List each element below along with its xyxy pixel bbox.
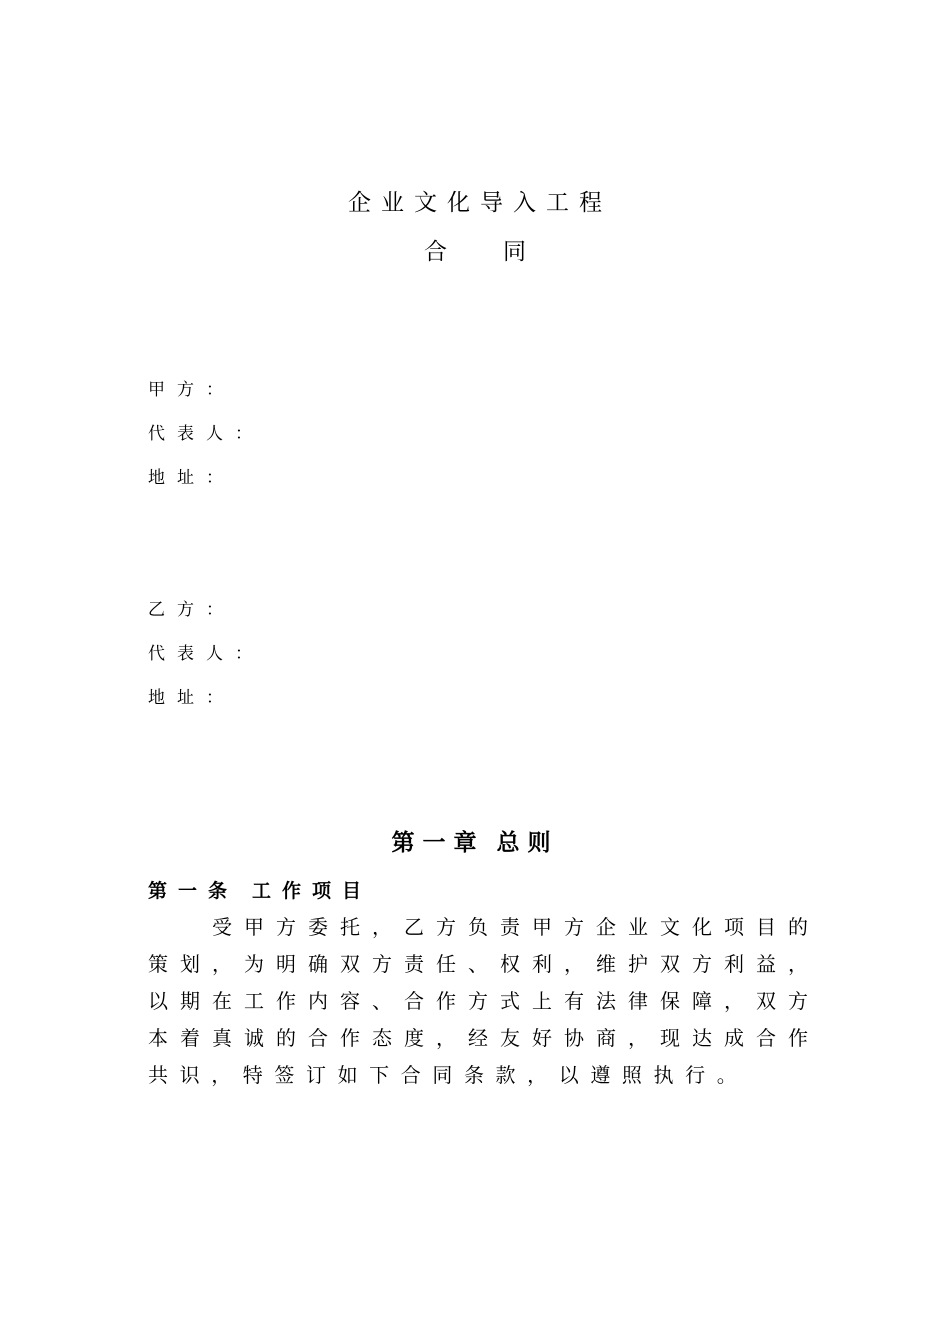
- paragraph-char: 照: [621, 1063, 642, 1087]
- paragraph-char: 的: [276, 1026, 296, 1050]
- paragraph-char: 法: [596, 989, 616, 1013]
- paragraph-char: 容: [340, 989, 360, 1013]
- paragraph-char: 确: [308, 952, 328, 976]
- paragraph-char: 式: [500, 989, 520, 1013]
- paragraph-char: 委: [308, 915, 328, 939]
- paragraph-char: 协: [564, 1026, 584, 1050]
- paragraph-char: 方: [436, 915, 456, 939]
- paragraph-char: ，: [628, 1026, 648, 1050]
- paragraph-char: 特: [242, 1063, 263, 1087]
- paragraph-char: ，: [724, 989, 744, 1013]
- paragraph-char: 益: [756, 952, 776, 976]
- paragraph-line: [148, 911, 808, 940]
- paragraph-char: 条: [463, 1063, 484, 1087]
- paragraph-char: 签: [274, 1063, 295, 1087]
- paragraph-char: 遵: [590, 1063, 611, 1087]
- paragraph-char: 本: [148, 1026, 168, 1050]
- article-title: 工作项目: [252, 880, 373, 902]
- paragraph-char: 乙: [404, 915, 424, 939]
- paragraph-char: 利: [724, 952, 744, 976]
- party-a-rep-label: 代表人：: [148, 424, 264, 444]
- party-b-address-label: 地址：: [148, 688, 235, 708]
- paragraph-char: 障: [692, 989, 712, 1013]
- paragraph-char: 维: [596, 952, 616, 976]
- paragraph-char: 护: [628, 952, 648, 976]
- paragraph-line: [148, 1059, 808, 1088]
- paragraph-char: 好: [532, 1026, 552, 1050]
- paragraph-char: 甲: [244, 915, 264, 939]
- party-a-address-label: 地址：: [148, 468, 235, 488]
- paragraph-char: 方: [692, 952, 712, 976]
- paragraph-char: ，: [211, 1063, 232, 1087]
- paragraph-char: 款: [495, 1063, 516, 1087]
- paragraph-char: 责: [500, 915, 520, 939]
- party-a-label: 甲方：: [148, 380, 235, 400]
- paragraph-char: 现: [660, 1026, 680, 1050]
- party-b-rep-label: 代表人：: [148, 644, 264, 664]
- paragraph-char: 真: [212, 1026, 232, 1050]
- paragraph-char: 明: [276, 952, 296, 976]
- paragraph-char: 友: [500, 1026, 520, 1050]
- chapter-number: 第一章: [391, 829, 485, 856]
- document-subtitle: [0, 233, 950, 266]
- paragraph-char: ，: [436, 1026, 456, 1050]
- paragraph-char: 方: [788, 989, 808, 1013]
- paragraph-char: 识: [179, 1063, 200, 1087]
- article-number: 第一条: [148, 880, 239, 902]
- paragraph-char: 同: [432, 1063, 453, 1087]
- paragraph-char: 的: [788, 915, 808, 939]
- paragraph-char: ，: [212, 952, 232, 976]
- paragraph-char: 方: [276, 915, 296, 939]
- paragraph-char: 任: [436, 952, 456, 976]
- paragraph-char: 托: [340, 915, 360, 939]
- paragraph-char: 上: [532, 989, 552, 1013]
- paragraph-line: [148, 1022, 808, 1051]
- paragraph-char: 。: [716, 1063, 737, 1087]
- paragraph-char: ，: [564, 952, 584, 976]
- paragraph-char: 工: [244, 989, 264, 1013]
- paragraph-char: 为: [244, 952, 264, 976]
- paragraph-char: 化: [692, 915, 712, 939]
- paragraph-char: 共: [148, 1063, 168, 1087]
- article-heading: [148, 876, 372, 903]
- paragraph-char: 目: [756, 915, 776, 939]
- paragraph-char: 策: [148, 952, 168, 976]
- paragraph-char: 态: [372, 1026, 392, 1050]
- paragraph-char: 如: [337, 1063, 358, 1087]
- paragraph-char: 作: [436, 989, 456, 1013]
- paragraph-char: 受: [212, 915, 232, 939]
- paragraph-char: 、: [372, 989, 392, 1013]
- paragraph-char: 划: [180, 952, 200, 976]
- paragraph-char: 双: [756, 989, 776, 1013]
- paragraph-char: 方: [564, 915, 584, 939]
- paragraph-char: 行: [685, 1063, 706, 1087]
- paragraph-char: 度: [404, 1026, 424, 1050]
- paragraph-char: 企: [596, 915, 616, 939]
- paragraph-char: 方: [372, 952, 392, 976]
- paragraph-char: 有: [564, 989, 584, 1013]
- paragraph-char: [148, 911, 168, 940]
- paragraph-char: 利: [532, 952, 552, 976]
- document-title: 企业文化导入工程: [348, 190, 612, 216]
- paragraph-char: 以: [148, 989, 168, 1013]
- paragraph-char: 下: [369, 1063, 390, 1087]
- paragraph-line: [148, 948, 808, 977]
- paragraph-char: 合: [400, 1063, 421, 1087]
- paragraph-char: 方: [468, 989, 488, 1013]
- paragraph-char: 以: [558, 1063, 579, 1087]
- paragraph-char: 权: [500, 952, 520, 976]
- paragraph-char: 执: [653, 1063, 674, 1087]
- paragraph-char: 双: [660, 952, 680, 976]
- paragraph-char: 律: [628, 989, 648, 1013]
- paragraph-char: 合: [308, 1026, 328, 1050]
- paragraph-char: 着: [180, 1026, 200, 1050]
- paragraph-char: 作: [340, 1026, 360, 1050]
- paragraph-char: 订: [305, 1063, 326, 1087]
- paragraph-char: 合: [404, 989, 424, 1013]
- paragraph-char: 经: [468, 1026, 488, 1050]
- paragraph-char: ，: [527, 1063, 548, 1087]
- paragraph-char: 甲: [532, 915, 552, 939]
- paragraph-char: 期: [180, 989, 200, 1013]
- paragraph-line: [148, 985, 808, 1014]
- paragraph-char: 达: [692, 1026, 712, 1050]
- subtitle-char-1: 合: [424, 239, 447, 265]
- paragraph-char: 项: [724, 915, 744, 939]
- party-b-label: 乙方：: [148, 600, 235, 620]
- paragraph-char: 商: [596, 1026, 616, 1050]
- paragraph-char: 业: [628, 915, 648, 939]
- paragraph-char: 作: [788, 1026, 808, 1050]
- paragraph-char: 保: [660, 989, 680, 1013]
- chapter-title: 总则: [496, 829, 559, 856]
- paragraph-char: ，: [788, 952, 808, 976]
- paragraph-char: 文: [660, 915, 680, 939]
- paragraph-char: 合: [756, 1026, 776, 1050]
- paragraph-char: [180, 911, 200, 940]
- paragraph-char: 负: [468, 915, 488, 939]
- paragraph-char: 内: [308, 989, 328, 1013]
- paragraph-char: 在: [212, 989, 232, 1013]
- paragraph-char: 诚: [244, 1026, 264, 1050]
- paragraph-char: ，: [372, 915, 392, 939]
- paragraph-char: 作: [276, 989, 296, 1013]
- paragraph-char: 双: [340, 952, 360, 976]
- paragraph-char: 成: [724, 1026, 744, 1050]
- subtitle-char-2: 同: [503, 239, 526, 265]
- chapter-heading: [0, 824, 950, 857]
- paragraph-char: 责: [404, 952, 424, 976]
- paragraph-char: 、: [468, 952, 488, 976]
